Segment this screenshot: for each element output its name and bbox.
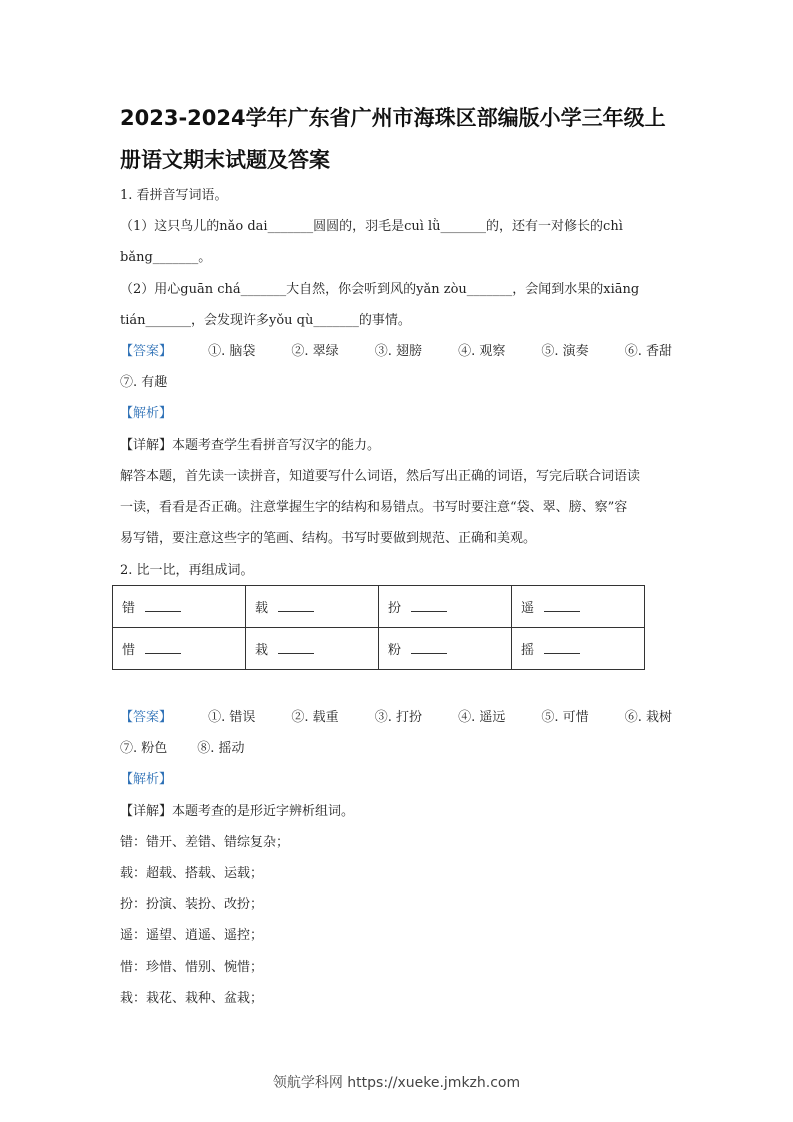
cell-character: 载 [255, 601, 269, 616]
question-1-part-1-line-1: （1）这只鸟儿的nǎo dai_______圆圆的，羽毛是cuì lǜ_______的，还有一对修长的chì [120, 219, 623, 234]
question-1-explanation-line-1: 解答本题，首先读一读拼音，知道要写什么词语，然后写出正确的词语，写完后联合词语读 [120, 469, 641, 484]
fill-blank [544, 641, 580, 654]
table-row [113, 628, 645, 670]
footer-watermark: 领航学科网 https://xueke.jmkzh.com [272, 1075, 521, 1091]
question-1-analysis-tag: 【解析】 [120, 406, 173, 421]
answer-tag: 【答案】 [120, 344, 173, 359]
word-group-line: 扮：扮演、装扮、改扮； [120, 897, 264, 912]
table-cell [379, 586, 512, 628]
fill-blank [278, 641, 314, 654]
cell-character: 遥 [521, 601, 535, 616]
question-2-detail: 【详解】本题考查的是形近字辨析组词。 [120, 804, 355, 819]
table-cell [246, 586, 379, 628]
question-2-stem: 2. 比一比，再组成词。 [120, 563, 254, 578]
fill-blank [145, 641, 181, 654]
question-1-answer [120, 345, 680, 358]
answer-item: ⑥. 香甜 [624, 344, 672, 359]
question-1-answer-line-2: ⑦. 有趣 [120, 375, 168, 390]
question-1-explanation-line-3: 易写错，要注意这些字的笔画、结构。书写时要做到规范、正确和美观。 [120, 531, 537, 546]
answer-item: ⑥. 栽树 [624, 710, 672, 725]
question-1-part-1-line-2: bǎng_______。 [120, 250, 212, 265]
answer-item: ④. 遥远 [458, 710, 506, 725]
answer-tag: 【答案】 [120, 710, 173, 725]
fill-blank [544, 599, 580, 612]
word-group-line: 载：超载、搭载、运载； [120, 866, 264, 881]
answer-item: ⑤. 可惜 [541, 710, 589, 725]
document-title-line-1: 2023-2024学年广东省广州市海珠区部编版小学三年级上 [120, 106, 666, 130]
table-cell [512, 586, 645, 628]
answer-item: ②. 翠绿 [291, 344, 339, 359]
word-group-line: 遥：遥望、逍遥、遥控； [120, 928, 264, 943]
cell-character: 粉 [388, 643, 402, 658]
answer-item: ⑧. 摇动 [197, 741, 245, 756]
table-cell [246, 628, 379, 670]
cell-character: 惜 [122, 643, 136, 658]
word-group-line: 惜：珍惜、惜别、惋惜； [120, 960, 264, 975]
fill-blank [278, 599, 314, 612]
fill-blank [145, 599, 181, 612]
answer-item: ①. 脑袋 [208, 344, 256, 359]
fill-blank [411, 599, 447, 612]
table-cell [512, 628, 645, 670]
cell-character: 摇 [521, 643, 535, 658]
table-cell [113, 586, 246, 628]
question-1-explanation-line-2: 一读，看看是否正确。注意掌握生字的结构和易错点。书写时要注意“袋、翠、膀、察”容 [120, 500, 628, 515]
fill-blank [411, 641, 447, 654]
answer-item: ②. 载重 [291, 710, 339, 725]
question-2-answer [120, 711, 680, 724]
table-row [113, 586, 645, 628]
cell-character: 错 [122, 601, 136, 616]
word-group-line: 栽：栽花、栽种、盆栽； [120, 991, 264, 1006]
question-1-part-2-line-2: tián_______，会发现许多yǒu qù_______的事情。 [120, 313, 411, 328]
question-1-stem: 1. 看拼音写词语。 [120, 188, 228, 203]
document-title-line-2: 册语文期末试题及答案 [120, 148, 330, 172]
answer-item: ④. 观察 [458, 344, 506, 359]
cell-character: 扮 [388, 601, 402, 616]
cell-character: 栽 [255, 643, 269, 658]
table-cell [113, 628, 246, 670]
table-cell [379, 628, 512, 670]
answer-item: ③. 打扮 [374, 710, 422, 725]
word-grid-table [112, 585, 645, 670]
answer-item: ③. 翅膀 [374, 344, 422, 359]
word-group-line: 错：错开、差错、错综复杂； [120, 835, 290, 850]
answer-item: ⑦. 粉色 [120, 741, 168, 756]
answer-item: ①. 错误 [208, 710, 256, 725]
question-1-detail: 【详解】本题考查学生看拼音写汉字的能力。 [120, 438, 381, 453]
question-1-part-2-line-1: （2）用心guān chá_______大自然，你会听到风的yǎn zòu_______，会闻到水果的xiāng [120, 282, 640, 297]
question-2-answer-line-2 [120, 742, 680, 755]
question-2-analysis-tag: 【解析】 [120, 772, 173, 787]
answer-item: ⑤. 演奏 [541, 344, 589, 359]
